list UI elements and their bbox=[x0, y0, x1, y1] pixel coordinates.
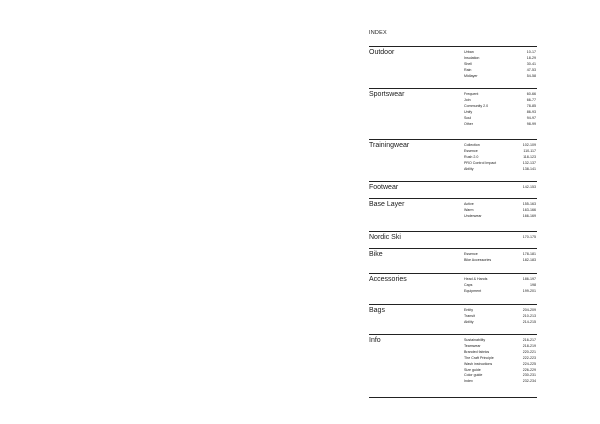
entry-label: Urban bbox=[464, 50, 474, 54]
entry-pages: 214-215 bbox=[522, 319, 536, 324]
entry-pages: 66-77 bbox=[526, 97, 536, 102]
entry-list bbox=[464, 252, 536, 264]
entry-label: Wash instructions bbox=[464, 361, 493, 366]
index-entry bbox=[464, 379, 536, 385]
entry-label: Rush 2.0 bbox=[464, 154, 479, 159]
entry-pages: 218-219 bbox=[522, 343, 536, 348]
entry-label: Ability bbox=[464, 166, 474, 171]
entry-list bbox=[464, 143, 536, 173]
section-pages: 142-153 bbox=[522, 185, 536, 189]
index-panel bbox=[369, 30, 537, 398]
section-name: Footwear bbox=[369, 184, 399, 191]
entry-label: Index bbox=[464, 379, 473, 384]
entry-label: Insulation bbox=[464, 55, 480, 60]
entry-label: Active bbox=[464, 202, 474, 206]
entry-pages: 47-53 bbox=[526, 67, 536, 72]
entry-pages: 220-221 bbox=[522, 349, 536, 354]
entry-label: Unify bbox=[464, 109, 473, 114]
entry-pages: 186-197 bbox=[522, 277, 536, 281]
entry-pages: 163-166 bbox=[522, 207, 536, 212]
index-entry bbox=[464, 258, 536, 264]
entry-label: Entity bbox=[464, 308, 473, 312]
entry-label: Caps bbox=[464, 282, 473, 287]
entry-pages: 18-29 bbox=[526, 55, 536, 60]
entry-pages: 210-213 bbox=[522, 313, 536, 318]
section-name: Nordic Ski bbox=[369, 234, 401, 241]
entry-list bbox=[464, 50, 536, 80]
index-entry bbox=[464, 122, 536, 128]
entry-label: Equipment bbox=[464, 288, 482, 293]
entry-list bbox=[464, 308, 536, 326]
index-entry bbox=[464, 320, 536, 326]
entry-pages: 182-183 bbox=[522, 257, 536, 262]
index-entry bbox=[464, 167, 536, 173]
entry-label: Frequent bbox=[464, 92, 479, 96]
entry-list bbox=[464, 338, 536, 385]
entry-pages: 60-66 bbox=[526, 92, 536, 96]
index-section-nordic-ski bbox=[369, 232, 537, 249]
index-section-outdoor bbox=[369, 47, 537, 89]
entry-label: Collection bbox=[464, 143, 480, 147]
index-entry bbox=[464, 74, 536, 80]
section-name: Bags bbox=[369, 307, 385, 314]
entry-label: Transit bbox=[464, 313, 475, 318]
entry-pages: 178-181 bbox=[522, 252, 536, 256]
entry-pages: 78-85 bbox=[526, 103, 536, 108]
section-name: Outdoor bbox=[369, 49, 395, 56]
index-title: INDEX bbox=[369, 30, 387, 36]
index-section-trainingwear bbox=[369, 140, 537, 182]
entry-label: Sustainability bbox=[464, 338, 486, 342]
section-name: Sportswear bbox=[369, 91, 405, 98]
entry-label: Other bbox=[464, 121, 473, 126]
entry-label: Join bbox=[464, 97, 471, 102]
entry-label: Bike Accessories bbox=[464, 257, 492, 262]
entry-label: Shell bbox=[464, 61, 472, 66]
entry-pages: 204-209 bbox=[522, 308, 536, 312]
index-section-bike bbox=[369, 249, 537, 274]
section-name: Trainingwear bbox=[369, 142, 410, 149]
section-name: Accessories bbox=[369, 276, 407, 283]
section-name: Bike bbox=[369, 251, 383, 258]
entry-pages: 226-229 bbox=[522, 367, 536, 372]
entry-label: Midlayer bbox=[464, 73, 478, 78]
entry-pages: 110-117 bbox=[523, 148, 536, 153]
index-entry bbox=[464, 289, 536, 295]
index-entry bbox=[464, 214, 536, 220]
entry-label: The Craft Principle bbox=[464, 355, 494, 360]
entry-label: Rain bbox=[464, 67, 472, 72]
index-sections bbox=[369, 47, 537, 398]
entry-label: Size guide bbox=[464, 367, 481, 372]
entry-pages: 216-217 bbox=[522, 338, 536, 342]
index-section-info bbox=[369, 335, 537, 398]
entry-pages: 138-141 bbox=[522, 166, 536, 171]
section-pages: 170-175 bbox=[522, 235, 536, 239]
entry-pages: 230-231 bbox=[522, 373, 536, 378]
entry-pages: 118-123 bbox=[523, 154, 536, 159]
entry-list bbox=[464, 202, 536, 220]
entry-pages: 54-58 bbox=[526, 73, 536, 78]
entry-label: Underwear bbox=[464, 213, 482, 218]
entry-label: PRO Control Impact bbox=[464, 160, 497, 165]
entry-label: Soul bbox=[464, 115, 472, 120]
entry-pages: 199-201 bbox=[522, 288, 536, 293]
entry-label: Color guide bbox=[464, 373, 483, 378]
index-section-accessories bbox=[369, 274, 537, 305]
index-section-bags bbox=[369, 305, 537, 335]
index-section-base-layer bbox=[369, 199, 537, 232]
entry-pages: 222-223 bbox=[522, 355, 536, 360]
entry-list bbox=[464, 277, 536, 295]
entry-label: Branded fabrics bbox=[464, 349, 490, 354]
entry-pages: 132-137 bbox=[522, 160, 536, 165]
entry-pages: 94-97 bbox=[526, 115, 536, 120]
entry-label: Essence bbox=[464, 148, 478, 153]
entry-pages: 232-234 bbox=[522, 379, 536, 384]
entry-pages: 198 bbox=[530, 282, 536, 287]
entry-pages: 155-163 bbox=[522, 202, 536, 206]
entry-pages: 30-41 bbox=[526, 61, 536, 66]
entry-list bbox=[464, 92, 536, 127]
entry-pages: 10-17 bbox=[526, 50, 536, 54]
entry-label: Community 2.0 bbox=[464, 103, 489, 108]
entry-pages: 166-169 bbox=[522, 213, 536, 218]
entry-label: Essence bbox=[464, 252, 478, 256]
entry-label: Teamwear bbox=[464, 343, 481, 348]
entry-pages: 98-99 bbox=[526, 121, 536, 126]
entry-pages: 224-225 bbox=[522, 361, 536, 366]
entry-label: Ability bbox=[464, 319, 474, 324]
section-name: Info bbox=[369, 337, 381, 344]
index-section-sportswear bbox=[369, 89, 537, 140]
section-name: Base Layer bbox=[369, 201, 405, 208]
entry-label: Warm bbox=[464, 207, 474, 212]
entry-label: Head & Hands bbox=[464, 277, 488, 281]
index-section-footwear bbox=[369, 182, 537, 199]
entry-pages: 86-93 bbox=[526, 109, 536, 114]
entry-pages: 102-109 bbox=[522, 143, 536, 147]
